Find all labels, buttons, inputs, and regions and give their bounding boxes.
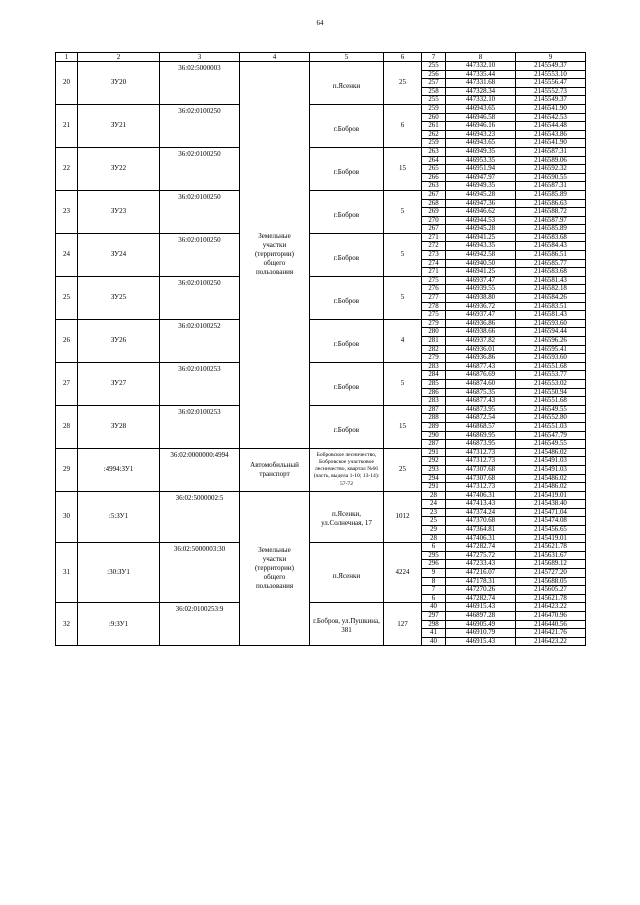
coordinate-x-cell: 446942.58 <box>446 251 516 260</box>
point-number-cell: 285 <box>422 379 446 388</box>
coordinate-x-cell: 446944.53 <box>446 216 516 225</box>
coordinate-x-cell: 446936.72 <box>446 302 516 311</box>
coordinate-x-cell: 446940.50 <box>446 259 516 268</box>
cadastral-number-cell: 36:02:0100250 <box>160 190 240 233</box>
coordinate-x-cell: 446937.82 <box>446 337 516 346</box>
point-number-cell: 29 <box>422 526 446 535</box>
coordinate-y-cell: 2146583.68 <box>516 268 586 277</box>
parcel-designation-cell: ЗУ27 <box>78 362 160 405</box>
point-number-cell: 270 <box>422 216 446 225</box>
coordinate-y-cell: 2146583.68 <box>516 233 586 242</box>
table-row <box>56 543 586 552</box>
coordinate-x-cell: 446936.01 <box>446 345 516 354</box>
point-number-cell: 41 <box>422 629 446 638</box>
coordinate-x-cell: 446877.43 <box>446 397 516 406</box>
coordinate-x-cell: 446937.47 <box>446 276 516 285</box>
point-number-cell: 263 <box>422 182 446 191</box>
coordinate-y-cell: 2146592.32 <box>516 165 586 174</box>
parcel-designation-cell: :9:ЗУ1 <box>78 603 160 646</box>
row-number-cell: 24 <box>56 233 78 276</box>
coordinate-y-cell: 2146585.89 <box>516 225 586 234</box>
coordinate-y-cell: 2145456.65 <box>516 526 586 535</box>
point-number-cell: 8 <box>422 577 446 586</box>
point-number-cell: 257 <box>422 79 446 88</box>
table-row <box>56 233 586 242</box>
coordinate-y-cell: 2146553.02 <box>516 379 586 388</box>
area-cell: 127 <box>384 603 422 646</box>
area-cell: 5 <box>384 276 422 319</box>
coordinate-y-cell: 2146590.55 <box>516 173 586 182</box>
coordinate-x-cell: 446868.57 <box>446 422 516 431</box>
point-number-cell: 267 <box>422 225 446 234</box>
page-number: 64 <box>316 19 324 27</box>
coordinate-x-cell: 447406.31 <box>446 491 516 500</box>
point-number-cell: 276 <box>422 285 446 294</box>
area-cell: 4 <box>384 319 422 362</box>
column-header: 2 <box>78 53 160 62</box>
table-row <box>56 603 586 612</box>
point-number-cell: 40 <box>422 637 446 646</box>
area-cell: 6 <box>384 104 422 147</box>
coordinate-x-cell: 447331.68 <box>446 79 516 88</box>
parcel-designation-cell: :30:ЗУ1 <box>78 543 160 603</box>
table-row <box>56 276 586 285</box>
location-cell: п.Ясенки <box>310 62 384 105</box>
table-row <box>56 147 586 156</box>
cadastral-number-cell: 36:02:5000002:5 <box>160 491 240 543</box>
coordinate-y-cell: 2146587.31 <box>516 182 586 191</box>
cadastral-number-cell: 36:02:0100253:9 <box>160 603 240 646</box>
coordinate-y-cell: 2145471.04 <box>516 508 586 517</box>
coordinate-x-cell: 446946.16 <box>446 122 516 131</box>
table-row <box>56 319 586 328</box>
point-number-cell: 265 <box>422 165 446 174</box>
point-number-cell: 256 <box>422 70 446 79</box>
coordinate-x-cell: 446915.43 <box>446 637 516 646</box>
coordinate-y-cell: 2146551.68 <box>516 362 586 371</box>
cadastral-number-cell: 36:02:0100253 <box>160 405 240 448</box>
point-number-cell: 7 <box>422 586 446 595</box>
row-number-cell: 28 <box>56 405 78 448</box>
area-cell: 15 <box>384 405 422 448</box>
point-number-cell: 264 <box>422 156 446 165</box>
point-number-cell: 292 <box>422 457 446 466</box>
location-cell: г.Бобров <box>310 319 384 362</box>
point-number-cell: 291 <box>422 448 446 457</box>
cadastral-number-cell: 36:02:0100250 <box>160 104 240 147</box>
point-number-cell: 287 <box>422 440 446 449</box>
coordinate-y-cell: 2145549.37 <box>516 96 586 105</box>
point-number-cell: 277 <box>422 294 446 303</box>
coordinate-x-cell: 446946.58 <box>446 113 516 122</box>
area-cell: 5 <box>384 362 422 405</box>
table-row <box>56 190 586 199</box>
point-number-cell: 24 <box>422 500 446 509</box>
point-number-cell: 259 <box>422 104 446 113</box>
coordinate-y-cell: 2145621.78 <box>516 543 586 552</box>
coordinate-x-cell: 446873.95 <box>446 440 516 449</box>
area-cell: 1012 <box>384 491 422 543</box>
coordinate-x-cell: 446936.86 <box>446 319 516 328</box>
coordinate-y-cell: 2146541.90 <box>516 139 586 148</box>
coordinate-y-cell: 2145621.78 <box>516 594 586 603</box>
point-number-cell: 279 <box>422 354 446 363</box>
location-cell: г.Бобров <box>310 147 384 190</box>
coordinate-y-cell: 2145549.37 <box>516 62 586 71</box>
land-category-cell: Земельные участки (территории) общего пользования <box>240 62 310 449</box>
coordinate-x-cell: 447332.10 <box>446 62 516 71</box>
coordinate-x-cell: 446945.28 <box>446 225 516 234</box>
point-number-cell: 288 <box>422 414 446 423</box>
coordinate-y-cell: 2146541.90 <box>516 104 586 113</box>
row-number-cell: 26 <box>56 319 78 362</box>
cadastral-number-cell: 36:02:0100250 <box>160 147 240 190</box>
table-row <box>56 448 586 457</box>
point-number-cell: 6 <box>422 543 446 552</box>
point-number-cell: 258 <box>422 87 446 96</box>
point-number-cell: 25 <box>422 517 446 526</box>
coordinate-x-cell: 446873.95 <box>446 405 516 414</box>
coordinate-x-cell: 446943.65 <box>446 104 516 113</box>
row-number-cell: 30 <box>56 491 78 543</box>
point-number-cell: 28 <box>422 534 446 543</box>
coordinate-y-cell: 2146549.55 <box>516 405 586 414</box>
coordinate-y-cell: 2146544.48 <box>516 122 586 131</box>
coordinate-x-cell: 446905.49 <box>446 620 516 629</box>
row-number-cell: 27 <box>56 362 78 405</box>
parcel-designation-cell: ЗУ24 <box>78 233 160 276</box>
coordinate-y-cell: 2145486.02 <box>516 448 586 457</box>
point-number-cell: 23 <box>422 508 446 517</box>
coordinate-x-cell: 447312.73 <box>446 483 516 492</box>
cadastral-number-cell: 36:02:5000003 <box>160 62 240 105</box>
column-header: 4 <box>240 53 310 62</box>
coordinate-x-cell: 446877.43 <box>446 362 516 371</box>
coordinate-y-cell: 2146587.97 <box>516 216 586 225</box>
header-row <box>56 53 586 62</box>
coordinate-x-cell: 447216.07 <box>446 569 516 578</box>
coordinate-y-cell: 2145552.73 <box>516 87 586 96</box>
coordinate-x-cell: 447364.81 <box>446 526 516 535</box>
row-number-cell: 29 <box>56 448 78 491</box>
column-header: 8 <box>446 53 516 62</box>
table-row <box>56 62 586 71</box>
area-cell: 5 <box>384 233 422 276</box>
coordinate-y-cell: 2146581.43 <box>516 276 586 285</box>
point-number-cell: 266 <box>422 173 446 182</box>
column-header: 6 <box>384 53 422 62</box>
coordinate-x-cell: 446936.86 <box>446 354 516 363</box>
point-number-cell: 286 <box>422 388 446 397</box>
coordinate-y-cell: 2145689.12 <box>516 560 586 569</box>
coordinate-y-cell: 2145474.08 <box>516 517 586 526</box>
area-cell: 25 <box>384 62 422 105</box>
coordinate-y-cell: 2146581.43 <box>516 311 586 320</box>
point-number-cell: 271 <box>422 268 446 277</box>
parcel-designation-cell: :5:ЗУ1 <box>78 491 160 543</box>
coordinate-y-cell: 2146584.26 <box>516 294 586 303</box>
point-number-cell: 293 <box>422 465 446 474</box>
point-number-cell: 259 <box>422 139 446 148</box>
coordinates-table <box>55 52 586 646</box>
coordinate-y-cell: 2146550.94 <box>516 388 586 397</box>
point-number-cell: 283 <box>422 362 446 371</box>
coordinate-x-cell: 446943.23 <box>446 130 516 139</box>
parcel-designation-cell: ЗУ25 <box>78 276 160 319</box>
point-number-cell: 295 <box>422 551 446 560</box>
parcel-designation-cell: ЗУ20 <box>78 62 160 105</box>
point-number-cell: 287 <box>422 405 446 414</box>
coordinate-y-cell: 2146593.60 <box>516 354 586 363</box>
table-row <box>56 362 586 371</box>
coordinate-x-cell: 447312.73 <box>446 457 516 466</box>
location-cell: г.Бобров, ул.Пушкина, 381 <box>310 603 384 646</box>
coordinate-y-cell: 2146551.68 <box>516 397 586 406</box>
column-header: 7 <box>422 53 446 62</box>
coordinate-x-cell: 447312.73 <box>446 448 516 457</box>
coordinate-y-cell: 2146593.60 <box>516 319 586 328</box>
area-cell: 25 <box>384 448 422 491</box>
coordinate-y-cell: 2145553.10 <box>516 70 586 79</box>
point-number-cell: 290 <box>422 431 446 440</box>
coordinate-x-cell: 447374.24 <box>446 508 516 517</box>
coordinate-y-cell: 2146594.44 <box>516 328 586 337</box>
coordinate-x-cell: 446943.35 <box>446 242 516 251</box>
coordinate-y-cell: 2145419.01 <box>516 534 586 543</box>
coordinate-x-cell: 446941.25 <box>446 233 516 242</box>
coordinate-x-cell: 446937.47 <box>446 311 516 320</box>
location-cell: г.Бобров <box>310 233 384 276</box>
coordinate-x-cell: 446946.62 <box>446 208 516 217</box>
cadastral-number-cell: 36:02:0000000:4994 <box>160 448 240 491</box>
point-number-cell: 297 <box>422 612 446 621</box>
coordinate-x-cell: 446949.35 <box>446 147 516 156</box>
column-header: 9 <box>516 53 586 62</box>
point-number-cell: 294 <box>422 474 446 483</box>
point-number-cell: 255 <box>422 62 446 71</box>
row-number-cell: 31 <box>56 543 78 603</box>
coordinate-y-cell: 2146547.79 <box>516 431 586 440</box>
coordinate-y-cell: 2146553.77 <box>516 371 586 380</box>
area-cell: 15 <box>384 147 422 190</box>
point-number-cell: 284 <box>422 371 446 380</box>
location-cell: г.Бобров <box>310 362 384 405</box>
coordinate-x-cell: 446897.28 <box>446 612 516 621</box>
coordinate-y-cell: 2146585.77 <box>516 259 586 268</box>
point-number-cell: 274 <box>422 259 446 268</box>
point-number-cell: 278 <box>422 302 446 311</box>
coordinate-x-cell: 446872.54 <box>446 414 516 423</box>
coordinate-y-cell: 2146440.56 <box>516 620 586 629</box>
land-category-cell: Автомобильный транспорт <box>240 448 310 491</box>
point-number-cell: 263 <box>422 147 446 156</box>
coordinate-y-cell: 2146582.18 <box>516 285 586 294</box>
coordinate-y-cell: 2146583.51 <box>516 302 586 311</box>
land-category-cell: Земельные участки (территории) общего пользования <box>240 491 310 646</box>
coordinate-y-cell: 2146423.22 <box>516 637 586 646</box>
coordinate-x-cell: 447270.26 <box>446 586 516 595</box>
coordinate-x-cell: 446947.36 <box>446 199 516 208</box>
coordinate-y-cell: 2145486.02 <box>516 483 586 492</box>
cadastral-number-cell: 36:02:0100250 <box>160 276 240 319</box>
cadastral-number-cell: 36:02:0100250 <box>160 233 240 276</box>
coordinate-x-cell: 446938.80 <box>446 294 516 303</box>
coordinate-y-cell: 2146587.31 <box>516 147 586 156</box>
row-number-cell: 20 <box>56 62 78 105</box>
location-cell: г.Бобров <box>310 190 384 233</box>
table-row <box>56 491 586 500</box>
coordinate-y-cell: 2146585.89 <box>516 190 586 199</box>
location-cell: п.Ясенки, ул.Солнечная, 17 <box>310 491 384 543</box>
point-number-cell: 9 <box>422 569 446 578</box>
coordinate-x-cell: 447282.74 <box>446 543 516 552</box>
point-number-cell: 282 <box>422 345 446 354</box>
row-number-cell: 25 <box>56 276 78 319</box>
area-cell: 4224 <box>384 543 422 603</box>
coordinate-x-cell: 446915.43 <box>446 603 516 612</box>
point-number-cell: 40 <box>422 603 446 612</box>
coordinate-x-cell: 447413.43 <box>446 500 516 509</box>
coordinate-x-cell: 446953.35 <box>446 156 516 165</box>
row-number-cell: 22 <box>56 147 78 190</box>
point-number-cell: 273 <box>422 251 446 260</box>
coordinate-x-cell: 447335.44 <box>446 70 516 79</box>
coordinate-y-cell: 2146589.06 <box>516 156 586 165</box>
coordinate-x-cell: 446874.60 <box>446 379 516 388</box>
point-number-cell: 6 <box>422 594 446 603</box>
coordinate-x-cell: 446876.69 <box>446 371 516 380</box>
coordinate-y-cell: 2146423.22 <box>516 603 586 612</box>
coordinate-x-cell: 446949.35 <box>446 182 516 191</box>
coordinate-y-cell: 2145419.01 <box>516 491 586 500</box>
table-row <box>56 405 586 414</box>
parcel-designation-cell: ЗУ23 <box>78 190 160 233</box>
parcel-designation-cell: ЗУ22 <box>78 147 160 190</box>
point-number-cell: 289 <box>422 422 446 431</box>
location-cell: г.Бобров <box>310 104 384 147</box>
coordinate-y-cell: 2145631.67 <box>516 551 586 560</box>
coordinate-y-cell: 2145688.05 <box>516 577 586 586</box>
coordinate-y-cell: 2146421.76 <box>516 629 586 638</box>
coordinate-x-cell: 446945.28 <box>446 190 516 199</box>
column-header: 1 <box>56 53 78 62</box>
point-number-cell: 28 <box>422 491 446 500</box>
row-number-cell: 21 <box>56 104 78 147</box>
point-number-cell: 261 <box>422 122 446 131</box>
point-number-cell: 260 <box>422 113 446 122</box>
parcel-designation-cell: ЗУ28 <box>78 405 160 448</box>
coordinate-y-cell: 2146586.63 <box>516 199 586 208</box>
point-number-cell: 255 <box>422 96 446 105</box>
point-number-cell: 291 <box>422 483 446 492</box>
coordinate-x-cell: 447307.68 <box>446 465 516 474</box>
column-header: 5 <box>310 53 384 62</box>
coordinate-x-cell: 447406.31 <box>446 534 516 543</box>
coordinate-y-cell: 2146588.72 <box>516 208 586 217</box>
point-number-cell: 279 <box>422 319 446 328</box>
coordinate-y-cell: 2146549.55 <box>516 440 586 449</box>
area-cell: 5 <box>384 190 422 233</box>
coordinate-x-cell: 446938.66 <box>446 328 516 337</box>
point-number-cell: 280 <box>422 328 446 337</box>
point-number-cell: 269 <box>422 208 446 217</box>
table-body <box>56 62 586 646</box>
coordinate-y-cell: 2145486.02 <box>516 474 586 483</box>
cadastral-number-cell: 36:02:0100253 <box>160 362 240 405</box>
coordinate-x-cell: 446951.94 <box>446 165 516 174</box>
location-cell: г.Бобров <box>310 276 384 319</box>
coordinate-x-cell: 446939.55 <box>446 285 516 294</box>
coordinate-y-cell: 2146542.53 <box>516 113 586 122</box>
point-number-cell: 271 <box>422 233 446 242</box>
coordinate-y-cell: 2146596.26 <box>516 337 586 346</box>
coordinate-y-cell: 2146543.86 <box>516 130 586 139</box>
cadastral-number-cell: 36:02:5000003:30 <box>160 543 240 603</box>
point-number-cell: 275 <box>422 311 446 320</box>
coordinate-x-cell: 447328.34 <box>446 87 516 96</box>
location-cell: Бобровское лесничество, Бобровское участковое лесничество, квартал №66 (часть, выдела 1-10; 13-14): 57-72 <box>310 448 384 491</box>
coordinate-x-cell: 446875.35 <box>446 388 516 397</box>
coordinate-x-cell: 446869.95 <box>446 431 516 440</box>
coordinate-x-cell: 447332.10 <box>446 96 516 105</box>
coordinate-x-cell: 446943.65 <box>446 139 516 148</box>
coordinate-x-cell: 447282.74 <box>446 594 516 603</box>
coordinate-x-cell: 447233.43 <box>446 560 516 569</box>
location-cell: г.Бобров <box>310 405 384 448</box>
point-number-cell: 268 <box>422 199 446 208</box>
parcel-designation-cell: ЗУ21 <box>78 104 160 147</box>
table-row <box>56 104 586 113</box>
point-number-cell: 275 <box>422 276 446 285</box>
point-number-cell: 262 <box>422 130 446 139</box>
coordinate-y-cell: 2146470.96 <box>516 612 586 621</box>
coordinate-y-cell: 2145491.03 <box>516 457 586 466</box>
coordinate-y-cell: 2146595.41 <box>516 345 586 354</box>
coordinate-y-cell: 2145605.27 <box>516 586 586 595</box>
coordinate-y-cell: 2146551.03 <box>516 422 586 431</box>
coordinate-y-cell: 2146584.43 <box>516 242 586 251</box>
coordinate-x-cell: 446947.97 <box>446 173 516 182</box>
parcel-designation-cell: :4994:ЗУ1 <box>78 448 160 491</box>
point-number-cell: 298 <box>422 620 446 629</box>
row-number-cell: 23 <box>56 190 78 233</box>
cadastral-number-cell: 36:02:0100252 <box>160 319 240 362</box>
parcel-designation-cell: ЗУ26 <box>78 319 160 362</box>
coordinates-table-wrapper <box>55 52 585 646</box>
point-number-cell: 283 <box>422 397 446 406</box>
point-number-cell: 272 <box>422 242 446 251</box>
point-number-cell: 281 <box>422 337 446 346</box>
coordinate-y-cell: 2146586.51 <box>516 251 586 260</box>
column-header: 3 <box>160 53 240 62</box>
coordinate-y-cell: 2145438.40 <box>516 500 586 509</box>
coordinate-x-cell: 447307.68 <box>446 474 516 483</box>
coordinate-y-cell: 2145491.03 <box>516 465 586 474</box>
location-cell: п.Ясенки <box>310 543 384 603</box>
coordinate-x-cell: 446941.25 <box>446 268 516 277</box>
coordinate-x-cell: 447370.68 <box>446 517 516 526</box>
coordinate-x-cell: 447275.72 <box>446 551 516 560</box>
point-number-cell: 296 <box>422 560 446 569</box>
coordinate-x-cell: 446910.79 <box>446 629 516 638</box>
coordinate-y-cell: 2146552.80 <box>516 414 586 423</box>
row-number-cell: 32 <box>56 603 78 646</box>
coordinate-y-cell: 2145727.20 <box>516 569 586 578</box>
coordinate-y-cell: 2145556.47 <box>516 79 586 88</box>
point-number-cell: 267 <box>422 190 446 199</box>
coordinate-x-cell: 447178.31 <box>446 577 516 586</box>
